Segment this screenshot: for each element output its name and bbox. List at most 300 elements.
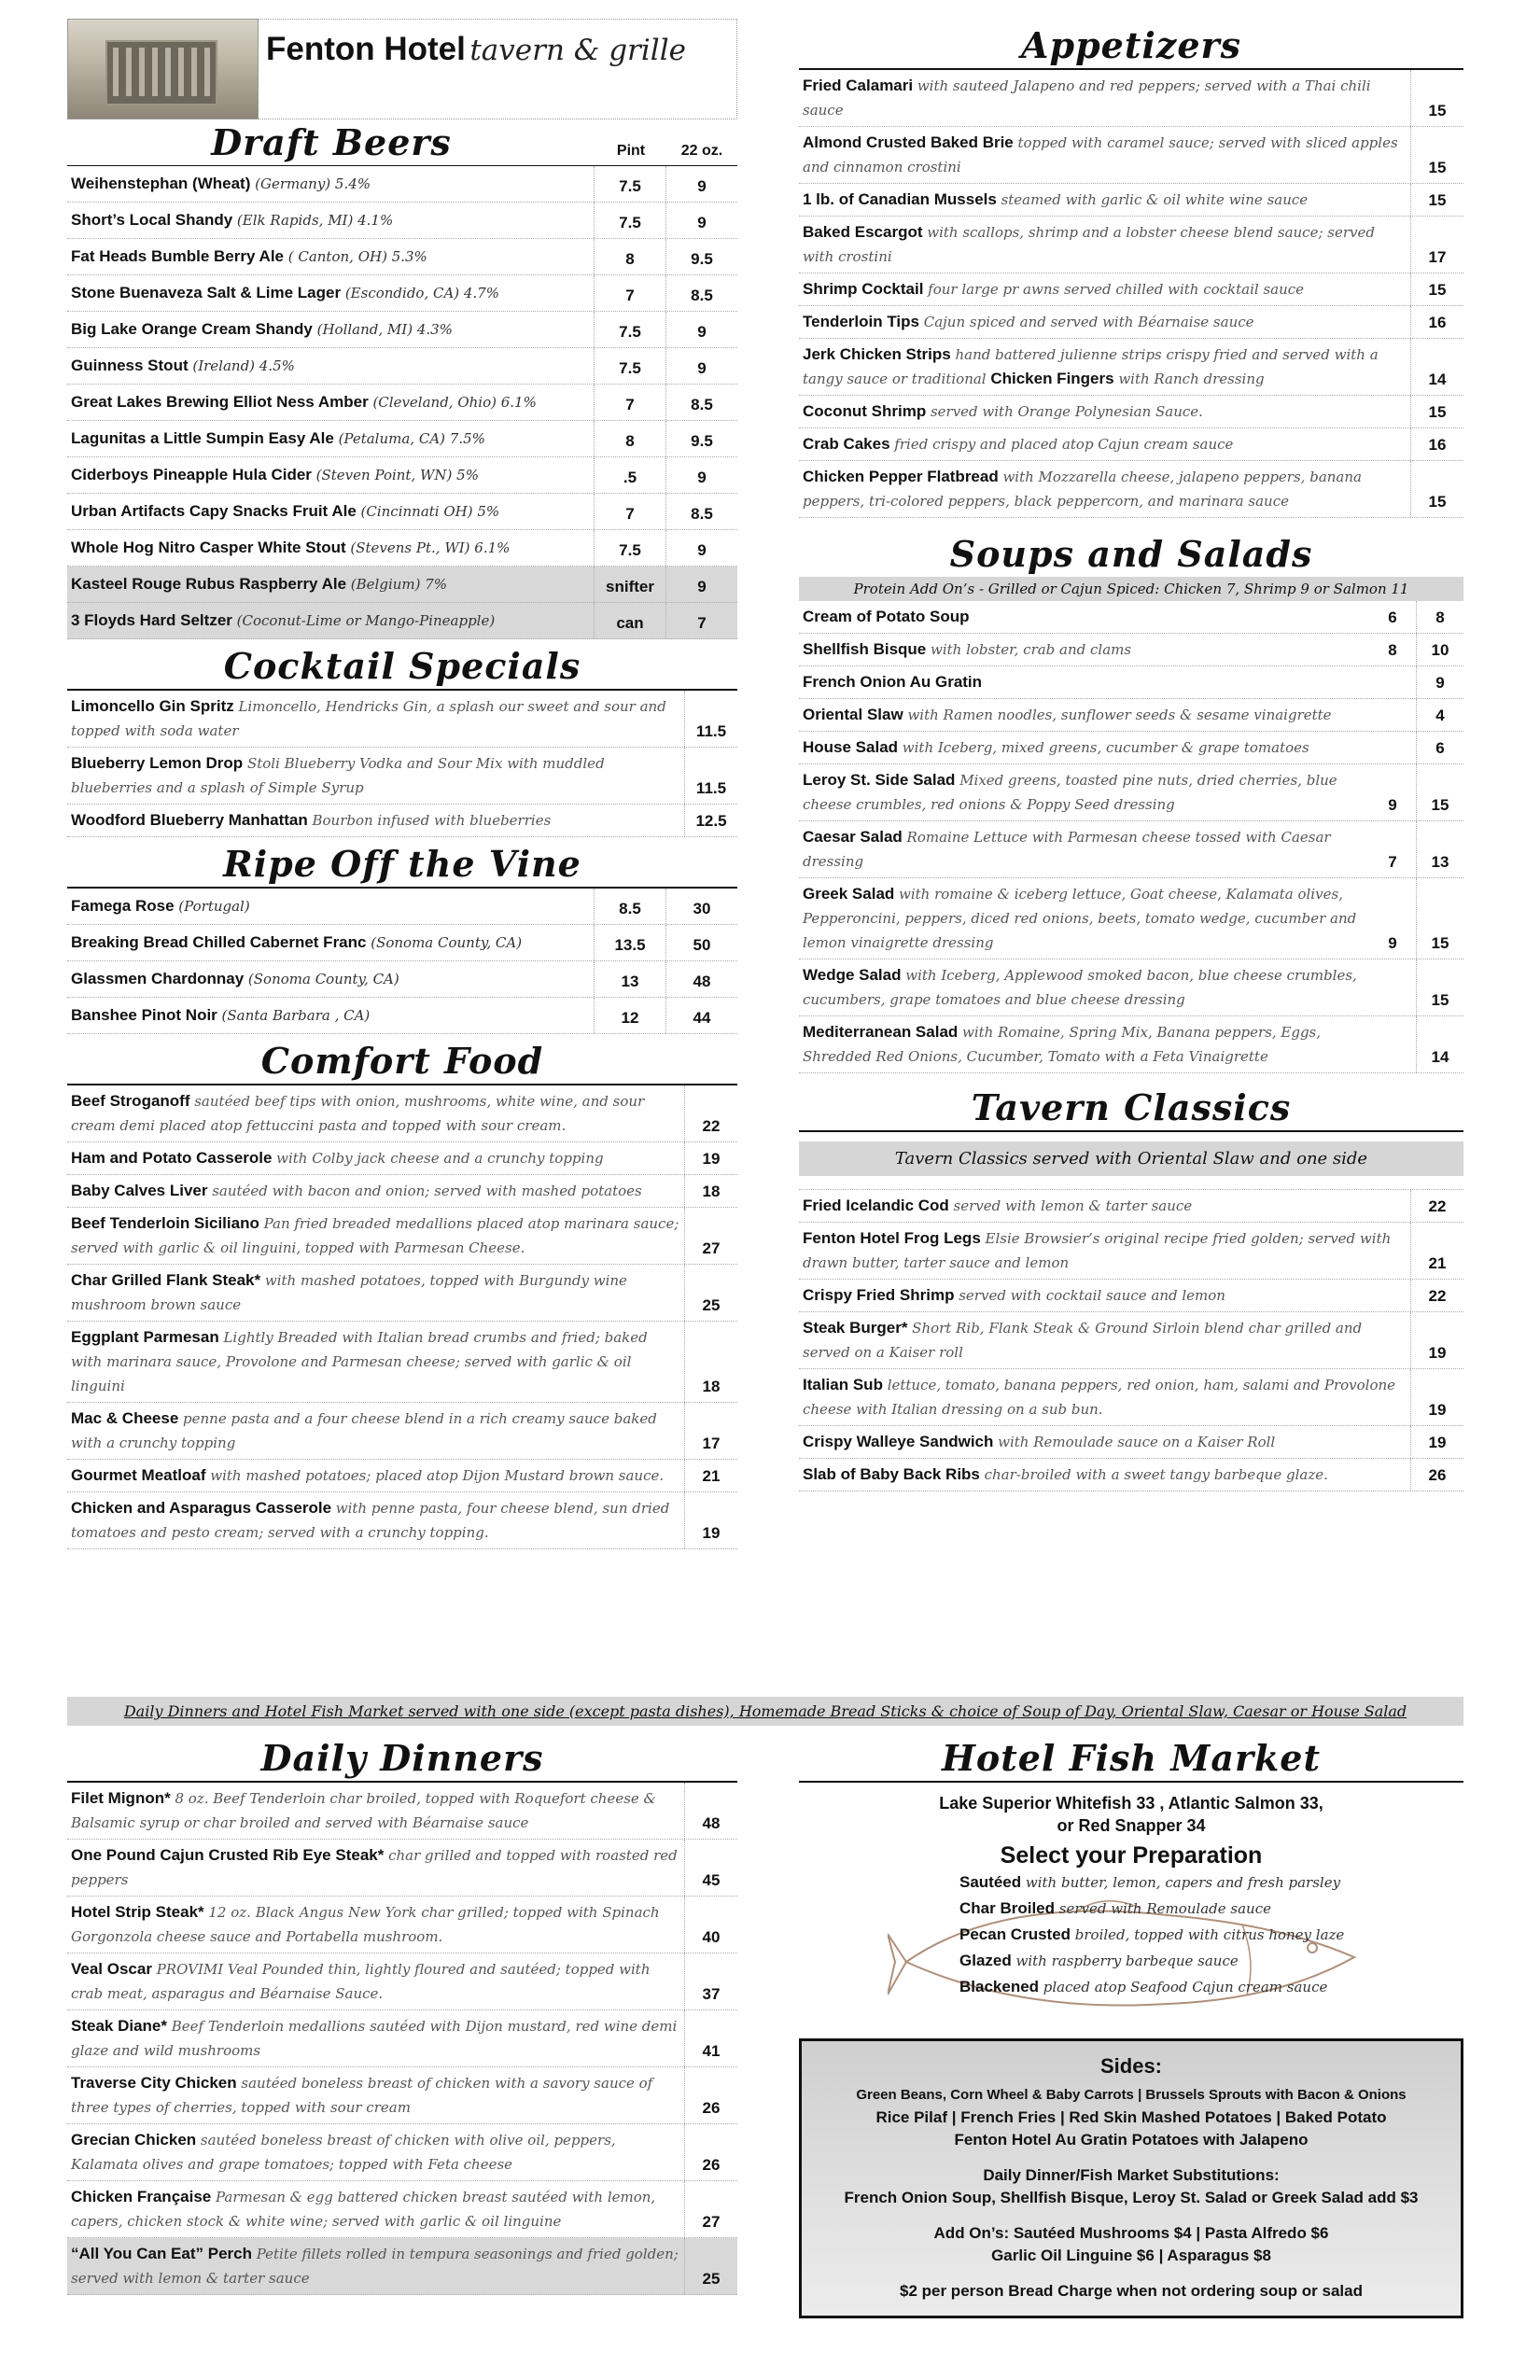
- menu-item: [67, 1175, 737, 1208]
- item-name: Beef Tenderloin Siciliano: [71, 1214, 259, 1232]
- menu-item: [799, 666, 1463, 699]
- menu-item: [799, 127, 1463, 184]
- menu-item: [67, 1208, 737, 1265]
- item-price: 26: [684, 2067, 737, 2123]
- item-price: 19: [1410, 1369, 1463, 1425]
- item-desc: with Romaine, Spring Mix, Banana peppers, Eggs, Shredded Red Onions, Cucumber, Tomato with a Feta Vinaigrette: [803, 1024, 1322, 1065]
- item-name: Crispy Walleye Sandwich: [803, 1433, 994, 1450]
- prep-desc: with butter, lemon, capers and fresh parsley: [1025, 1874, 1341, 1891]
- item-name: Crispy Fried Shrimp: [803, 1286, 955, 1304]
- beer-name: Guinness Stout: [71, 357, 189, 374]
- item-price: 40: [684, 1897, 737, 1953]
- item-price-small: 7: [1388, 853, 1397, 871]
- hotel-title: [259, 19, 737, 119]
- wines-title: Ripe Off the Vine: [67, 837, 737, 889]
- beer-price-pint: 7: [594, 494, 665, 529]
- beer-name: Fat Heads Bumble Berry Ale: [71, 247, 284, 265]
- item-desc: with mashed potatoes, topped with Burgundy wine mushroom brown sauce: [71, 1272, 627, 1313]
- wine-row: [67, 998, 737, 1034]
- menu-item: [67, 2181, 737, 2238]
- prep-name: Glazed: [959, 1952, 1012, 1969]
- menu-item: [67, 1142, 737, 1175]
- menu-item: [799, 1426, 1463, 1459]
- menu-item: [799, 732, 1463, 764]
- item-desc: Mixed greens, toasted pine nuts, dried cherries, blue cheese crumbles, red onions & Poppy Seed dressing: [803, 772, 1337, 813]
- item-price: 15: [1410, 70, 1463, 126]
- menu-item: [67, 805, 737, 837]
- beer-origin: (Holland, MI) 4.3%: [316, 321, 453, 338]
- item-price: 17: [684, 1403, 737, 1459]
- beer-row: [67, 385, 737, 421]
- item-desc: Cajun spiced and served with Béarnaise sauce: [923, 314, 1254, 330]
- menu-item: [799, 1190, 1463, 1223]
- item-price: 19: [1410, 1426, 1463, 1458]
- item-price: 19: [684, 1142, 737, 1174]
- beer-price-pint: 7.5: [594, 530, 665, 566]
- item-desc: with mashed potatoes; placed atop Dijon Mustard brown sauce.: [210, 1467, 665, 1484]
- item-price: 16: [1410, 428, 1463, 460]
- dinners-title: Daily Dinners: [67, 1731, 737, 1783]
- menu-item: [799, 339, 1463, 396]
- item-desc: Short Rib, Flank Steak & Ground Sirloin blend char grilled and served on a Kaiser roll: [803, 1320, 1363, 1361]
- item-name: House Salad: [803, 738, 899, 756]
- menu-item: [67, 1322, 737, 1403]
- item-price: 15: [1416, 878, 1463, 959]
- item-name: Hotel Strip Steak*: [71, 1903, 204, 1921]
- item-price: 17: [1410, 217, 1463, 273]
- item-name: Chicken Pepper Flatbread: [803, 468, 999, 485]
- beer-price-pint: 8: [594, 239, 665, 274]
- item-name: Oriental Slaw: [803, 706, 903, 723]
- tavern-title: Tavern Classics: [799, 1081, 1463, 1132]
- hotel-name: Fenton Hotel: [266, 31, 466, 67]
- menu-item: [67, 2124, 737, 2181]
- item-price: 19: [1410, 1312, 1463, 1368]
- item-name: Crab Cakes: [803, 435, 890, 453]
- beer-price-pint: 7.5: [594, 203, 665, 238]
- prep-desc: broiled, topped with citrus honey laze: [1074, 1926, 1345, 1943]
- menu-item: [799, 396, 1463, 428]
- item-price: 14: [1410, 339, 1463, 395]
- item-desc: 8 oz. Beef Tenderloin char broiled, topped with Roquefort cheese & Balsamic syrup or char broiled and served with Béarnaise sauce: [71, 1790, 656, 1831]
- beer-price-22oz: 7: [665, 603, 737, 638]
- fish-title: Hotel Fish Market: [799, 1731, 1463, 1783]
- draft-beers-list: [67, 165, 737, 639]
- item-price-small: [1369, 1016, 1416, 1072]
- item-price-small: 9: [1388, 934, 1397, 952]
- prep-name: Blackened: [959, 1978, 1040, 1995]
- beer-row: [67, 530, 737, 567]
- item-name: Fried Icelandic Cod: [803, 1197, 949, 1214]
- beer-row: [67, 203, 737, 239]
- right-column: [799, 19, 1463, 1491]
- menu-item: [799, 878, 1463, 959]
- prep-item: [959, 1922, 1463, 1948]
- menu-item: [67, 748, 737, 805]
- menu-item: [67, 1783, 737, 1840]
- item-price-small: [1369, 666, 1416, 698]
- menu-item: [799, 217, 1463, 273]
- item-desc: PROVIMI Veal Pounded thin, lightly floured and sautéed; topped with crab meat, asparagus and Béarnaise Sauce.: [71, 1961, 651, 2002]
- cocktails-title: Cocktail Specials: [67, 639, 737, 691]
- tavern-list: [799, 1189, 1463, 1491]
- item-desc: served with cocktail sauce and lemon: [959, 1287, 1225, 1304]
- menu-item: [67, 691, 737, 748]
- pint-header: Pint: [616, 143, 646, 159]
- item-price: 19: [684, 1492, 737, 1548]
- item-price: 16: [1410, 306, 1463, 338]
- beer-price-pint: 7.5: [594, 166, 665, 202]
- wine-row: [67, 961, 737, 998]
- item-price: 18: [684, 1175, 737, 1207]
- item-name: Caesar Salad: [803, 828, 903, 846]
- menu-item: [67, 1085, 737, 1142]
- fish-catch: Lake Superior Whitefish 33 , Atlantic Salmon 33, or Red Snapper 34: [939, 1794, 1323, 1835]
- menu-item: [799, 699, 1463, 732]
- 22oz-header: 22 oz.: [680, 143, 723, 159]
- wine-price-bottle: 48: [665, 961, 737, 997]
- appetizers-list: [799, 70, 1463, 518]
- wine-name: Famega Rose: [71, 897, 175, 915]
- menu-item: [799, 1312, 1463, 1369]
- item-desc: with penne pasta, four cheese blend, sun dried tomatoes and pesto cream; served with a crunchy topping.: [71, 1500, 670, 1541]
- addons-line: Add On’s: Sautéed Mushrooms $4 | Pasta Alfredo $6: [933, 2224, 1329, 2242]
- hotel-subtitle: tavern & grille: [469, 34, 686, 67]
- wine-origin: (Sonoma County, CA): [247, 971, 399, 987]
- item-desc: fried crispy and placed atop Cajun cream sauce: [894, 436, 1234, 453]
- item-price: 21: [684, 1460, 737, 1491]
- item-name: One Pound Cajun Crusted Rib Eye Steak*: [71, 1846, 385, 1864]
- item-name: Fenton Hotel Frog Legs: [803, 1229, 981, 1247]
- subs-line: French Onion Soup, Shellfish Bisque, Leroy St. Salad or Greek Salad add $3: [844, 2189, 1419, 2206]
- item-price: 14: [1416, 1016, 1463, 1072]
- item-price: 26: [684, 2124, 737, 2180]
- cocktails-list: [67, 691, 737, 837]
- beer-name: Great Lakes Brewing Elliot Ness Amber: [71, 393, 369, 411]
- item-desc: with Remoulade sauce on a Kaiser Roll: [998, 1434, 1276, 1450]
- beer-price-22oz: 8.5: [665, 385, 737, 420]
- beer-price-22oz: 9: [665, 348, 737, 384]
- item-desc: Bourbon infused with blueberries: [312, 812, 552, 829]
- beer-price-pint: snifter: [594, 567, 665, 602]
- item-price: 41: [684, 2010, 737, 2066]
- item-name: Mediterranean Salad: [803, 1023, 959, 1041]
- sides-line: Green Beans, Corn Wheel & Baby Carrots | Brussels Sprouts with Bacon & Onions: [856, 2087, 1407, 2103]
- beer-row: [67, 457, 737, 494]
- select-preparation: Select your Preparation: [1000, 1842, 1263, 1869]
- item-desc: with Ranch dressing: [1118, 371, 1265, 387]
- fish-section: [799, 1731, 1463, 2318]
- beer-name: Lagunitas a Little Sumpin Easy Ale: [71, 429, 334, 447]
- wine-price-glass: 13.5: [594, 925, 665, 960]
- item-desc: Limoncello, Hendricks Gin, a splash our sweet and sour and topped with soda water: [71, 698, 666, 739]
- item-desc: char grilled and topped with roasted red peppers: [71, 1847, 678, 1888]
- item-price: 15: [1410, 127, 1463, 183]
- item-name: Coconut Shrimp: [803, 402, 927, 420]
- item-name: Woodford Blueberry Manhattan: [71, 811, 308, 829]
- beer-price-pint: 8: [594, 421, 665, 456]
- menu-item: [67, 1403, 737, 1460]
- item-price-small: 9: [1388, 796, 1397, 814]
- beer-name: Whole Hog Nitro Casper White Stout: [71, 539, 346, 556]
- beer-name: Urban Artifacts Capy Snacks Fruit Ale: [71, 502, 357, 520]
- item-name: Baked Escargot: [803, 223, 923, 241]
- item-name: Chicken Française: [71, 2188, 212, 2205]
- item-price: 45: [684, 1840, 737, 1896]
- preparation-list: [959, 1869, 1463, 2000]
- wine-name: Banshee Pinot Noir: [71, 1006, 217, 1024]
- protein-note: Protein Add On’s - Grilled or Cajun Spiced: Chicken 7, Shrimp 9 or Salmon 11: [799, 577, 1463, 601]
- item-price: 18: [684, 1322, 737, 1402]
- item-price: 22: [1410, 1280, 1463, 1311]
- beer-name: Short’s Local Shandy: [71, 211, 233, 229]
- beer-price-pint: 7.5: [594, 312, 665, 347]
- prep-name: Sautéed: [959, 1873, 1022, 1891]
- item-price: 10: [1416, 634, 1463, 665]
- item-desc: with Colby jack cheese and a crunchy topping: [276, 1150, 604, 1167]
- item-name: Veal Oscar: [71, 1960, 152, 1978]
- soups-list: [799, 601, 1463, 1073]
- item-desc: with romaine & iceberg lettuce, Goat cheese, Kalamata olives, Pepperoncini, peppers, diced red onions, beets, tomato wedge, cucumber and lemon vinaigrette dressing: [803, 886, 1357, 951]
- item-price: 15: [1410, 396, 1463, 427]
- item-desc: sautéed beef tips with onion, mushrooms, white wine, and sour cream demi placed atop fettuccini pasta and topped with sour cream.: [71, 1093, 645, 1134]
- item-price-small: 6: [1388, 609, 1397, 626]
- item-name: Italian Sub: [803, 1376, 883, 1393]
- menu-item: [67, 1840, 737, 1897]
- fish-market: [799, 1783, 1463, 2035]
- bread-charge: $2 per person Bread Charge when not ordering soup or salad: [900, 2282, 1363, 2300]
- menu-item: [799, 1016, 1463, 1073]
- beer-name: Weihenstephan (Wheat): [71, 175, 251, 192]
- item-desc: with scallops, shrimp and a lobster cheese blend sauce; served with crostini: [803, 224, 1375, 265]
- menu-item: [799, 1223, 1463, 1280]
- wine-price-glass: 13: [594, 961, 665, 997]
- item-name: Beef Stroganoff: [71, 1092, 190, 1110]
- menu-item: [799, 764, 1463, 821]
- item-desc: served with lemon & tarter sauce: [953, 1197, 1193, 1214]
- item-price: 22: [684, 1085, 737, 1141]
- item-price: 27: [684, 2181, 737, 2237]
- item-price: 9: [1416, 666, 1463, 698]
- beer-price-pint: .5: [594, 457, 665, 493]
- wine-price-glass: 8.5: [594, 889, 665, 924]
- wine-name: Glassmen Chardonnay: [71, 970, 245, 987]
- item-price: 15: [1410, 461, 1463, 517]
- item-desc: with lobster, crab and clams: [930, 641, 1132, 658]
- beer-name: Kasteel Rouge Rubus Raspberry Ale: [71, 575, 347, 593]
- item-desc: Elsie Browsier’s original recipe fried golden; served with drawn butter, tarter sauce and lemon: [803, 1230, 1392, 1271]
- beer-price-22oz: 9.5: [665, 421, 737, 456]
- wines-list: [67, 889, 737, 1034]
- item-desc: Pan fried breaded medallions placed atop marinara sauce; served with garlic & oil linguini, topped with Parmesan Cheese.: [71, 1215, 679, 1256]
- item-desc: Petite fillets rolled in tempura seasonings and fried golden; served with lemon & tarter sauce: [71, 2246, 679, 2287]
- item-desc: topped with caramel sauce; served with sliced apples and cinnamon crostini: [803, 134, 1398, 175]
- beer-price-22oz: 9.5: [665, 239, 737, 274]
- draft-beers-header: [67, 119, 737, 165]
- item-price: 15: [1410, 184, 1463, 216]
- beer-price-22oz: 9: [665, 567, 737, 602]
- subs-title: Daily Dinner/Fish Market Substitutions:: [983, 2166, 1280, 2184]
- wine-origin: (Portugal): [178, 898, 250, 915]
- beer-origin: (Coconut-Lime or Mango-Pineapple): [236, 612, 496, 629]
- beer-price-22oz: 8.5: [665, 275, 737, 311]
- item-name: 1 lb. of Canadian Mussels: [803, 190, 997, 208]
- item-price: 22: [1410, 1190, 1463, 1222]
- beer-price-22oz: 9: [665, 166, 737, 202]
- prep-item: [959, 1974, 1463, 2000]
- item-desc: Parmesan & egg battered chicken breast sautéed with lemon, capers, chicken stock & white wine; served with garlic & oil linguine: [71, 2189, 656, 2230]
- item-desc: with Iceberg, Applewood smoked bacon, blue cheese crumbles, cucumbers, grape tomatoes and blue cheese dressing: [803, 967, 1357, 1008]
- beer-origin: ( Canton, OH) 5.3%: [287, 248, 427, 265]
- prep-item: [959, 1896, 1463, 1922]
- comfort-title: Comfort Food: [67, 1034, 737, 1085]
- item-price: 15: [1416, 959, 1463, 1015]
- left-column: [67, 19, 737, 1549]
- menu-item: [799, 821, 1463, 878]
- prep-item: [959, 1869, 1463, 1896]
- wine-origin: (Sonoma County, CA): [371, 934, 523, 951]
- prep-item: [959, 1948, 1463, 1974]
- item-price: 12.5: [684, 805, 737, 836]
- menu-item: [67, 1897, 737, 1953]
- beer-origin: (Cleveland, Ohio) 6.1%: [372, 394, 537, 411]
- item-name: Cream of Potato Soup: [803, 608, 970, 625]
- menu-item: [799, 634, 1463, 666]
- wine-name: Breaking Bread Chilled Cabernet Franc: [71, 933, 367, 951]
- beer-origin: (Elk Rapids, MI) 4.1%: [236, 212, 394, 229]
- item-name: Eggplant Parmesan: [71, 1328, 219, 1346]
- menu-item: [799, 461, 1463, 518]
- beer-price-pint: can: [594, 603, 665, 638]
- prep-name: Char Broiled: [959, 1899, 1056, 1917]
- item-name: Shrimp Cocktail: [803, 280, 924, 298]
- beer-price-pint: 7: [594, 275, 665, 311]
- menu-item: [799, 306, 1463, 339]
- menu-item: [67, 1460, 737, 1492]
- beer-origin: (Ireland) 4.5%: [192, 357, 295, 374]
- sides-line: Rice Pilaf | French Fries | Red Skin Mashed Potatoes | Baked Potato: [875, 2108, 1387, 2126]
- item-price-small: [1369, 732, 1416, 763]
- item-name: Shellfish Bisque: [803, 640, 927, 658]
- item-name: Chicken Fingers: [990, 370, 1114, 387]
- item-desc: Stoli Blueberry Vodka and Sour Mix with muddled blueberries and a splash of Simple Syrup: [71, 755, 605, 796]
- beer-row: [67, 421, 737, 457]
- beer-row: [67, 603, 737, 639]
- beer-name: Stone Buenaveza Salt & Lime Lager: [71, 284, 342, 301]
- item-name: Slab of Baby Back Ribs: [803, 1465, 980, 1483]
- item-name: Wedge Salad: [803, 966, 902, 984]
- menu-item: [799, 184, 1463, 217]
- menu-item: [799, 959, 1463, 1016]
- item-desc: with Mozzarella cheese, jalapeno peppers, banana peppers, tri-colored peppers, black peppercorn, and marinara sauce: [803, 469, 1362, 510]
- menu-item: [67, 1265, 737, 1322]
- item-name: Chicken and Asparagus Casserole: [71, 1499, 332, 1517]
- item-name: “All You Can Eat” Perch: [71, 2245, 252, 2262]
- item-desc: four large pr awns served chilled with cocktail sauce: [928, 281, 1305, 298]
- item-desc: char-broiled with a sweet tangy barbeque glaze.: [984, 1466, 1328, 1483]
- beer-row: [67, 166, 737, 203]
- item-name: Traverse City Chicken: [71, 2074, 237, 2092]
- item-price: 27: [684, 1208, 737, 1264]
- menu-item: [799, 70, 1463, 127]
- item-price: 13: [1416, 821, 1463, 877]
- item-desc: penne pasta and a four cheese blend in a rich creamy sauce baked with a crunchy topping: [71, 1410, 657, 1451]
- item-price-small: [1369, 699, 1416, 731]
- tavern-note: Tavern Classics served with Oriental Slaw and one side: [799, 1141, 1463, 1176]
- wine-price-bottle: 30: [665, 889, 737, 924]
- item-name: Limoncello Gin Spritz: [71, 697, 234, 715]
- item-desc: steamed with garlic & oil white wine sauce: [1001, 191, 1309, 208]
- comfort-list: [67, 1085, 737, 1549]
- item-desc: with Iceberg, mixed greens, cucumber & grape tomatoes: [902, 739, 1309, 756]
- menu-item: [799, 1459, 1463, 1491]
- item-desc: sautéed with bacon and onion; served with mashed potatoes: [212, 1183, 642, 1199]
- item-price: 21: [1410, 1223, 1463, 1279]
- prep-name: Pecan Crusted: [959, 1925, 1071, 1943]
- sides-box: [799, 2038, 1463, 2318]
- item-price: 6: [1416, 732, 1463, 763]
- draft-beers-title: Draft Beers: [211, 121, 452, 163]
- beer-origin: (Escondido, CA) 4.7%: [344, 285, 500, 301]
- item-desc: sautéed boneless breast of chicken with a savory sauce of three types of cherries, topped with sour cream: [71, 2075, 653, 2116]
- item-name: Baby Calves Liver: [71, 1182, 208, 1199]
- item-price-small: 8: [1388, 641, 1397, 659]
- item-name: Steak Diane*: [71, 2017, 167, 2035]
- item-price: 48: [684, 1783, 737, 1839]
- item-desc: Beef Tenderloin medallions sautéed with Dijon mustard, red wine demi glaze and wild mushrooms: [71, 2018, 678, 2059]
- wine-price-glass: 12: [594, 998, 665, 1033]
- beer-row: [67, 239, 737, 275]
- beer-price-22oz: 9: [665, 203, 737, 238]
- addons-line: Garlic Oil Linguine $6 | Asparagus $8: [991, 2247, 1271, 2264]
- item-desc: Romaine Lettuce with Parmesan cheese tossed with Caesar dressing: [803, 829, 1331, 870]
- item-desc: sautéed boneless breast of chicken with olive oil, peppers, Kalamata olives and grape tomatoes; topped with Feta cheese: [71, 2132, 616, 2173]
- beer-row: [67, 348, 737, 385]
- item-price: 37: [684, 1953, 737, 2009]
- item-name: Grecian Chicken: [71, 2131, 197, 2149]
- beer-row: [67, 275, 737, 312]
- beer-origin: (Cincinnati OH) 5%: [360, 503, 500, 520]
- wine-price-bottle: 50: [665, 925, 737, 960]
- hotel-photo: [67, 19, 259, 119]
- menu-item: [799, 601, 1463, 634]
- item-price-small: [1369, 959, 1416, 1015]
- item-desc: hand battered julienne strips crispy fried and served with a tangy sauce or traditional: [803, 346, 1379, 387]
- beer-price-pint: 7.5: [594, 348, 665, 384]
- menu-item: [799, 1369, 1463, 1426]
- beer-row: [67, 494, 737, 530]
- dinner-note: Daily Dinners and Hotel Fish Market served with one side (except pasta dishes), Homemade Bread Sticks & choice of Soup of Day, Oriental Slaw, Caesar or House Salad: [67, 1697, 1463, 1726]
- beer-name: Ciderboys Pineapple Hula Cider: [71, 466, 312, 483]
- item-desc: 12 oz. Black Angus New York char grilled; topped with Spinach Gorgonzola cheese sauce and Portabella mushroom.: [71, 1904, 660, 1945]
- item-price: 15: [1416, 764, 1463, 820]
- item-price: 26: [1410, 1459, 1463, 1491]
- wine-origin: (Santa Barbara , CA): [221, 1007, 371, 1024]
- item-name: Jerk Chicken Strips: [803, 345, 951, 363]
- beer-price-22oz: 9: [665, 530, 737, 566]
- menu-item: [799, 428, 1463, 461]
- menu-item: [67, 2010, 737, 2067]
- wine-row: [67, 925, 737, 961]
- item-name: French Onion Au Gratin: [803, 673, 983, 691]
- item-name: Almond Crusted Baked Brie: [803, 133, 1014, 151]
- menu-item: [799, 273, 1463, 306]
- beer-price-22oz: 9: [665, 457, 737, 493]
- item-name: Ham and Potato Casserole: [71, 1149, 273, 1167]
- item-name: Greek Salad: [803, 885, 895, 903]
- item-name: Fried Calamari: [803, 77, 914, 94]
- item-desc: Lightly Breaded with Italian bread crumbs and fried; baked with marinara sauce, Provolone and Parmesan cheese; served with garlic & oil linguini: [71, 1329, 648, 1394]
